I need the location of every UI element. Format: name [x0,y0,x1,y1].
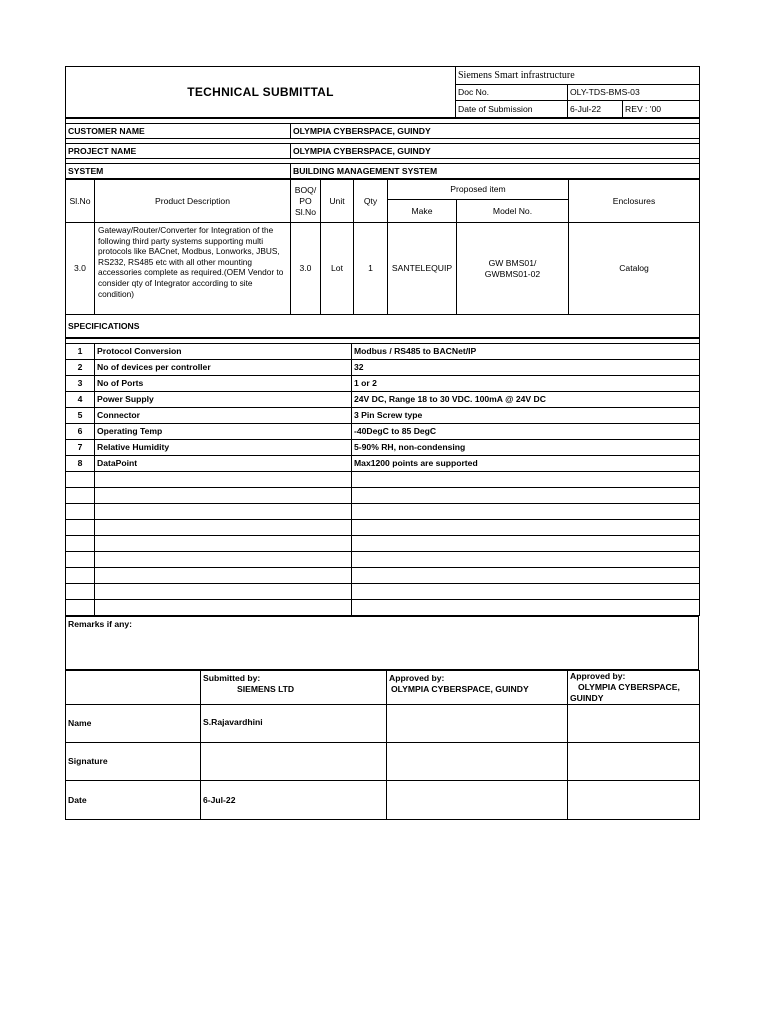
approved-by-cell [387,671,568,705]
spec-name [95,488,352,504]
spec-no: 4 [66,392,95,408]
date-approver2-cell [568,781,700,820]
date-value: 6-Jul-22 [201,781,387,820]
spec-no: 5 [66,408,95,424]
submitted-by-value: SIEMENS LTD [237,684,295,694]
spec-row [66,584,700,600]
spec-value [352,600,700,616]
company-name: Siemens Smart infrastructure [456,67,700,85]
date-label: Date [66,781,201,820]
spec-no [66,552,95,568]
spec-no: 6 [66,424,95,440]
remarks-table [65,616,699,670]
product-enclosures: Catalog [569,223,700,315]
spec-name [95,536,352,552]
project-name-label: PROJECT NAME [66,144,291,159]
signature-approver2-cell [568,743,700,781]
spec-value [352,472,700,488]
spec-name: Relative Humidity [95,440,352,456]
spec-value [352,536,700,552]
spec-row [66,376,700,392]
model-no-line2: GWBMS01-02 [484,268,541,279]
remarks-label: Remarks if any: [66,617,699,670]
spec-name: No of Ports [95,376,352,392]
spec-no [66,600,95,616]
product-description: Gateway/Router/Converter for Integration of the following third party systems supporting multi protocols like BACnet, Modbus, Lonworks, JBUS, RS232, RS485 etc with all other mounting accessories complete as required.(OEM Vendor to consider qty of Integrator according to site condition) [95,223,291,315]
spec-value [352,504,700,520]
approval-table [65,670,700,820]
spec-no [66,504,95,520]
spec-row [66,568,700,584]
signature-label: Signature [66,743,201,781]
system-label: SYSTEM [66,164,291,179]
signature-approver-cell [387,743,568,781]
spec-row [66,408,700,424]
spec-row [66,504,700,520]
spec-no [66,520,95,536]
product-model-no [457,223,569,315]
approved-by-2-cell [568,671,700,705]
header-qty: Qty [354,180,388,223]
spec-no [66,536,95,552]
signature-submitter-cell [201,743,387,781]
spec-no: 2 [66,360,95,376]
header-table [65,66,700,118]
header-boq-po-sl-no [291,180,321,223]
header-boq-line1: BOQ/ [294,184,317,195]
name-value: S.Rajavardhini [201,705,387,743]
spec-no [66,584,95,600]
approved-by-label: Approved by: [389,673,445,683]
product-table [65,179,700,338]
name-label: Name [66,705,201,743]
spec-row [66,600,700,616]
spec-name [95,568,352,584]
approved-by-2-label: Approved by: [570,671,626,681]
spec-value [352,552,700,568]
spec-value [352,584,700,600]
spec-name: Operating Temp [95,424,352,440]
spec-name [95,552,352,568]
model-no-line1: GW BMS01/ [488,257,537,268]
spec-row [66,520,700,536]
spec-value: 1 or 2 [352,376,700,392]
spec-name [95,600,352,616]
specifications-body [66,344,700,616]
header-boq-line3: Sl.No [294,206,316,217]
customer-name-value: OLYMPIA CYBERSPACE, GUINDY [291,124,700,139]
spec-value: 24V DC, Range 18 to 30 VDC. 100mA @ 24V DC [352,392,700,408]
spec-value [352,520,700,536]
product-sl-no: 3.0 [66,223,95,315]
customer-name-label: CUSTOMER NAME [66,124,291,139]
spec-name: Connector [95,408,352,424]
spec-no [66,488,95,504]
spec-row [66,456,700,472]
spec-value: 3 Pin Screw type [352,408,700,424]
header-unit: Unit [321,180,354,223]
header-sl-no: Sl.No [66,180,95,223]
spec-no [66,568,95,584]
spec-row [66,360,700,376]
header-enclosures: Enclosures [569,180,700,223]
approval-blank-cell [66,671,201,705]
name-approver-cell [387,705,568,743]
spec-name [95,584,352,600]
date-of-submission-label: Date of Submission [456,101,568,118]
spec-value: -40DegC to 85 DegC [352,424,700,440]
product-boq-sl-no: 3.0 [291,223,321,315]
spec-row [66,488,700,504]
spec-value: Modbus / RS485 to BACNet/IP [352,344,700,360]
header-model-no: Model No. [457,200,569,223]
date-of-submission-value: 6-Jul-22 [568,101,623,118]
spec-value: Max1200 points are supported [352,456,700,472]
spec-value: 5-90% RH, non-condensing [352,440,700,456]
spec-name: Protocol Conversion [95,344,352,360]
spec-value: 32 [352,360,700,376]
product-unit: Lot [321,223,354,315]
info-table [65,118,700,179]
spec-name [95,520,352,536]
spec-name: No of devices per controller [95,360,352,376]
document-title: TECHNICAL SUBMITTAL [66,67,456,118]
spec-no: 1 [66,344,95,360]
header-boq-line2: PO [299,195,312,206]
product-qty: 1 [354,223,388,315]
spec-no: 8 [66,456,95,472]
spec-name [95,472,352,488]
spec-row [66,440,700,456]
spec-name [95,504,352,520]
spec-no: 3 [66,376,95,392]
doc-no-value: OLY-TDS-BMS-03 [568,85,700,101]
spec-row [66,552,700,568]
name-approver2-cell [568,705,700,743]
spec-no [66,472,95,488]
spec-value [352,488,700,504]
system-value: BUILDING MANAGEMENT SYSTEM [291,164,700,179]
spec-value [352,568,700,584]
doc-no-label: Doc No. [456,85,568,101]
spec-name: DataPoint [95,456,352,472]
spec-row [66,424,700,440]
date-approver-cell [387,781,568,820]
spec-row [66,472,700,488]
submitted-by-cell [201,671,387,705]
technical-submittal-sheet [65,66,699,820]
product-make: SANTELEQUIP [388,223,457,315]
specifications-heading: SPECIFICATIONS [66,315,700,338]
header-make: Make [388,200,457,223]
spec-row [66,392,700,408]
header-product-description: Product Description [95,180,291,223]
spec-no: 7 [66,440,95,456]
header-proposed-item: Proposed item [388,180,569,200]
approved-by-2-line2: GUINDY [570,693,604,703]
spec-row [66,344,700,360]
submitted-by-label: Submitted by: [203,673,261,683]
project-name-value: OLYMPIA CYBERSPACE, GUINDY [291,144,700,159]
spec-name: Power Supply [95,392,352,408]
revision-label: REV : '00 [623,101,700,118]
approved-by-value: OLYMPIA CYBERSPACE, GUINDY [391,684,529,694]
spec-row [66,536,700,552]
specifications-table [65,338,700,616]
approved-by-2-line1: OLYMPIA CYBERSPACE, [578,682,680,692]
